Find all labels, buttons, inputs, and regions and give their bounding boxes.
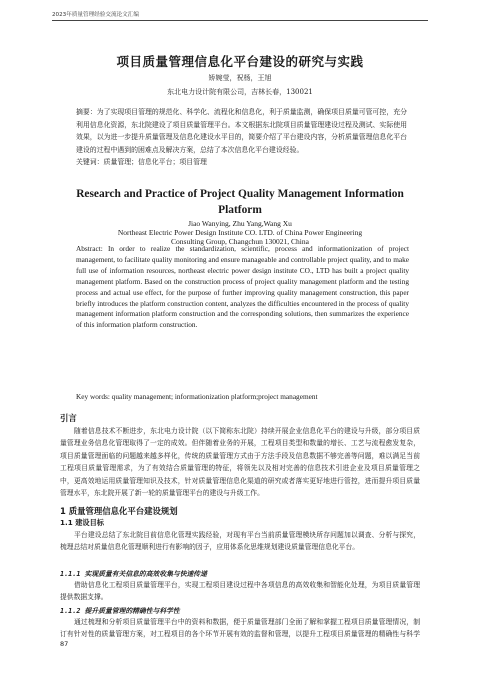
subsection-1-1-1-paragraph: 借助信息化工程项目质量管理平台，实现工程项目建设过程中各项信息的高效收集和智能化处理，为项目质量管理提供数据支撑。 [60, 581, 420, 602]
abstract-en: Abstract: In order to realize the standardization, scientific, process and informationization of project management, to facilitate quality monitoring and ensure manageable and controllable project quality, and to make full use of information resources, northeast electric power design institute CO., LTD has built a project quality management platform. Based on the construction process of project quality management platform and the testing process and actual use effect, for the purpose of further improving quality management construction, this paper briefly introduces the platform construction content, analyzes the difficulties encountered in the process of quality management information platform construction and the corresponding solutions, then summarizes the experience of this information platform construction. [76, 244, 409, 330]
header-rule [52, 20, 428, 21]
affiliation-cn: 东北电力设计院有限公司，吉林长春，130021 [167, 88, 313, 96]
authors-en: Jiao Wanying, Zhu Yang,Wang Xu [188, 219, 292, 228]
keywords-cn: 关键词：质量管理；信息化平台；项目管理 [76, 158, 207, 166]
subsection-1-1-1-heading: 1.1.1 实现质量有关信息的高效收集与快速传递 [60, 570, 207, 578]
title-en: Research and Practice of Project Quality Management Information Platform [76, 188, 404, 216]
affiliation-en-2: Consulting Group, Changchun 130021, China [171, 237, 309, 246]
abstract-cn: 摘要：为了实现项目管理的规范化、科学化、流程化和信息化，利于质量监测，确保项目质量可管可控，充分利用信息化资源，东北院建设了项目质量管理平台。本文根据东北院项目质量管理建设过程及测试、实际使用效果，以为进一步提升质量管理及信息化建设水平目的，简要介绍了平台建设内容，分析质量管理信息化平台建设的过程中遇到的困难点及解决方案，总结了本次信息化平台建设经验。 [76, 108, 407, 154]
title-cn: 项目质量管理信息化平台建设的研究与实践 [116, 54, 364, 69]
page-number: 87 [60, 640, 69, 648]
keywords-en: Key words: quality management; informationization platform;project management [76, 392, 318, 401]
subsection-1-1-2-paragraph: 通过梳理和分析项目质量管理平台中的资料和数据，便于质量管理部门全面了解和掌握工程项目质量管理情况，制订有针对性的质量管理方案，对工程项目的各个环节开展有效的监督和管理，以提升工程项目质量管理的精确性与科学 [60, 618, 420, 639]
authors-cn: 矫婉莹，祝杨，王旭 [208, 74, 272, 82]
subsection-1-1-heading: 1.1 建设目标 [60, 518, 104, 527]
intro-paragraph: 随着信息技术不断进步，东北电力设计院（以下简称东北院）持续开展企业信息化平台的建设与升级，部分项目质量管理业务信息化管理取得了一定的成效。但伴随着业务的开展，工程项目类型和数量的增长、工艺与流程愈发复杂，项目质量管理面临的问题越来越多样化，传统的质量管理方式由于方法手段及信息数据不够完善等问题，难以满足当前工程项目质量管理需求，为了有效结合质量管理的特征，将领先以及相对完善的信息技术引进企业及项目质量管理之中，更高效地运用质量管理知识及技术，针对质量管理信息化渠道的研究或者落实更好地进行管控，进而提升项目质量管理水平，东北院开展了新一轮的质量管理平台的建设与升级工作。 [60, 427, 420, 498]
intro-heading: 引言 [60, 413, 77, 423]
subsection-1-1-paragraph: 平台建设总结了东北院目前信息化管理实践经验，对现有平台当前质量管理模块所存问题加以调查、分析与探究，梳理总结对质量信息化管理顺利进行有影响的因子，应用体系化思维规划建设质量管理信息化平台。 [60, 531, 420, 552]
affiliation-en-1: Northeast Electric Power Design Institute CO. LTD. of China Power Engineering [117, 228, 363, 237]
subsection-1-1-2-heading: 1.1.2 提升质量管理的精确性与科学性 [60, 607, 180, 615]
running-header: 2023年质量管理经验交流论文汇编 [52, 12, 139, 18]
section-1-heading: 1 质量管理信息化平台建设规划 [60, 506, 178, 516]
